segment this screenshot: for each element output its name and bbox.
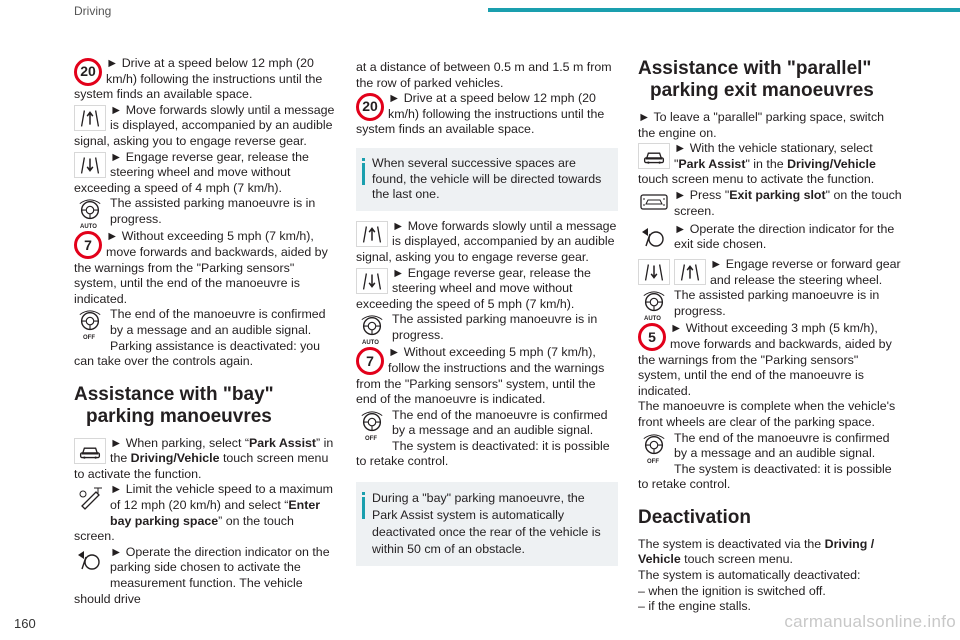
c2-manoeuvre-end: The end of the manoeuvre is confirmed by a message and an audible signal. [392,407,608,438]
reverse-gear-icon [356,268,388,294]
reverse-gear-icon [638,259,670,285]
direction-indicator-icon [74,547,106,580]
column-1 [74,56,336,607]
c1-bay-step-speed: ► Limit the vehicle speed to a maximum of 12 mph (20 km/h) and select “Enter bay parking space” on the touch screen. [74,482,333,544]
forward-gear-icon [674,259,706,285]
bay-parking-icon [74,484,106,517]
c3-manoeuvre-end: The end of the manoeuvre is confirmed by a message and an audible signal. [674,430,890,461]
c1-step-manoeuvre: ► Without exceeding 5 mph (7 km/h), move forwards and backwards, aided by the warnings from the "Parking sensors" system, until the end of the manoeuvre is indicated. [74,229,328,306]
c3-deact-menu: The system is deactivated via the Driving / Vehicle touch screen menu. [638,536,875,567]
heading-deactivation: Deactivation [638,506,751,528]
c2-step-manoeuvre: ► Without exceeding 5 mph (7 km/h), follow the instructions and the warnings from the "Parking sensors" system, until the end of the manoeuvre is indicated. [356,345,605,407]
c3-step-indicator: ► Operate the direction indicator for the exit side chosen. [674,221,895,252]
steering-wheel-off-icon: OFF [356,410,388,440]
c3-step-gear: ► Engage reverse or forward gear and release the steering wheel. [710,257,901,287]
info-icon [362,492,365,520]
page-number: 160 [14,616,36,631]
info-icon [362,158,365,186]
speed-limit-20-icon: 20 [74,58,102,86]
header-section: Driving [74,4,112,18]
column-3 [638,58,902,615]
header-accent-bar [488,8,960,12]
c1-step-reverse: ► Engage reverse gear, release the steering wheel and move without exceeding a speed of 4 mph (7 km/h). [74,149,309,195]
c2-distance: at a distance of between 0.5 m and 1.5 m from the row of parked vehicles. [356,60,612,90]
heading-parallel-exit: Assistance with "parallel" parking exit manoeuvres [638,58,874,101]
c3-deact-stall: – if the engine stalls. [638,599,751,614]
steering-wheel-auto-icon: AUTO [356,314,388,344]
steering-wheel-off-icon: OFF [638,433,670,463]
direction-indicator-icon [638,224,670,257]
forward-gear-icon [74,105,106,131]
c3-step-select: ► With the vehicle stationary, select "Park Assist" in the Driving/Vehicle touch screen menu to activate the function. [638,141,876,187]
c3-deact-ignition: – when the ignition is switched off. [638,583,826,598]
steering-wheel-auto-icon: AUTO [74,198,106,228]
car-menu-icon [74,438,106,464]
c2-step-forward: ► Move forwards slowly until a message is displayed, accompanied by an audible signal, asking you to engage reverse gear. [356,218,617,264]
speed-limit-5-icon: 5 [638,323,666,351]
car-menu-icon [638,143,670,169]
c2-manoeuvre-progress: The assisted parking manoeuvre is in progress. [392,312,598,342]
c2-step-drive: ► Drive at a speed below 12 mph (20 km/h) following the instructions until the system finds an available space. [356,91,605,137]
info-note-bay: During a "bay" parking manoeuvre, the Park Assist system is automatically deactivated once the rear of the vehicle is within 50 cm of an obstacle. [356,482,618,566]
steering-wheel-auto-icon: AUTO [638,290,670,320]
c1-deactivated: Parking assistance is deactivated: you can take over the controls again. [74,338,321,369]
steering-wheel-off-icon: OFF [74,309,106,339]
column-2 [356,60,618,574]
c1-bay-step-select: ► When parking, select “Park Assist” in the Driving/Vehicle touch screen menu to activate the function. [74,435,334,481]
c3-deact-auto: The system is automatically deactivated: [638,568,861,583]
c1-bay-step-indicator: ► Operate the direction indicator on the parking side chosen to activate the measurement function. The vehicle should drive [74,544,330,606]
watermark: carmanualsonline.info [784,612,956,631]
c1-manoeuvre-progress: The assisted parking manoeuvre is in progress. [110,196,316,226]
forward-gear-icon [356,221,388,247]
c3-step-manoeuvre: ► Without exceeding 3 mph (5 km/h), move forwards and backwards, aided by the warnings from the "Parking sensors" system, until the end of the manoeuvre is indicated. [638,321,892,398]
c3-step-press: ► Press "Exit parking slot" on the touch screen. [674,187,902,218]
c3-complete: The manoeuvre is complete when the vehicle's front wheels are clear of the parking space. [638,399,896,429]
speed-limit-7-icon: 7 [74,231,102,259]
heading-bay-parking: Assistance with "bay" parking manoeuvres [74,383,274,427]
reverse-gear-icon [74,152,106,178]
c2-deactivated: The system is deactivated: it is possible to retake control. [356,438,610,469]
c3-manoeuvre-progress: The assisted parking manoeuvre is in progress. [674,288,880,318]
c1-step-drive: ► Drive at a speed below 12 mph (20 km/h) following the instructions until the system finds an available space. [74,56,323,102]
c3-deactivated: The system is deactivated: it is possible to retake control. [638,461,892,492]
c3-step-engine: ► To leave a "parallel" parking space, switch the engine on. [638,110,885,140]
exit-slot-icon [638,190,670,221]
speed-limit-20-icon: 20 [356,93,384,121]
c1-step-forward: ► Move forwards slowly until a message is displayed, accompanied by an audible signal, asking you to engage reverse gear. [74,102,335,148]
c1-manoeuvre-end: The end of the manoeuvre is confirmed by a message and an audible signal. [110,307,326,337]
speed-limit-7-icon: 7 [356,347,384,375]
c2-step-reverse: ► Engage reverse gear, release the steering wheel and move without exceeding the speed of 5 mph (7 km/h). [356,265,591,311]
info-note-spaces: When several successive spaces are found, the vehicle will be directed towards the last one. [356,148,618,211]
